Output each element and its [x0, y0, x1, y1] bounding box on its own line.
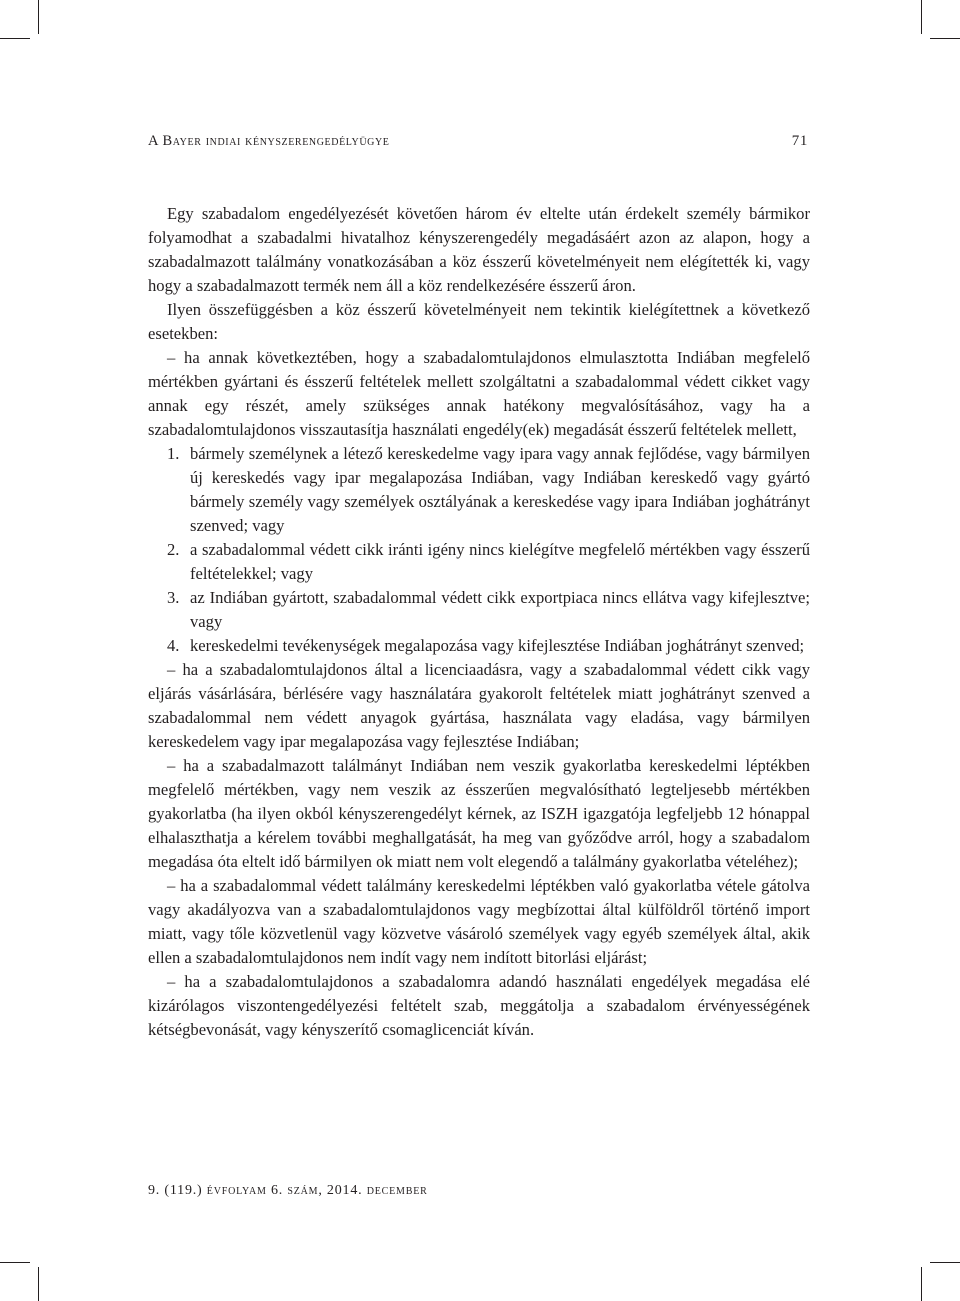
dash-item-3: – ha a szabadalmazott találmányt Indiában nem veszik gyakorlatba kereskedelmi léptékben megfelelő mértékben, vagy nem veszik az ésszerűen megvalósítható legteljesebb mértékben gyakorlatba (ha ilyen okból kényszerengedélyt kérnek, az ISZH igazgatója legfeljebb 12 hónappal elhalaszthatja a kérelem további meghallgatását, ha meg van győződve arról, hogy a szabadalom megadása óta eltelt idő bármilyen ok miatt nem volt elegendő a találmány gyakorlatba vételéhez); — [148, 756, 810, 871]
numbered-item-4 — [148, 634, 810, 658]
paragraph-intro: Egy szabadalom engedélyezését követően három év eltelte után érdekelt személy bármikor folyamodhat a szabadalmi hivatalhoz kényszerengedély megadásáért azon az alapon, hogy a szabadalmazott találmány vonatkozásában a köz ésszerű követelményeit nem elégítették ki, vagy hogy a szabadalmazott termék nem áll a köz rendelkezésére ésszerű áron. — [148, 204, 810, 295]
dash-item-1: – ha annak következtében, hogy a szabadalomtulajdonos elmulasztotta Indiában megfelelő mértékben gyártani és ésszerű feltételek mellett szolgáltatni a szabadalommal védett cikket vagy annak egy részét, amely szükséges annak hatékony megvalósításához, vagy ha a szabadalomtulajdonos visszautasítja használati engedély(ek) megadását ésszerű feltételek mellett, — [148, 348, 810, 439]
crop-mark-bottom-left-h — [0, 1262, 30, 1263]
numbered-item-1 — [148, 442, 810, 538]
numbered-item-1-text: bármely személynek a létező kereskedelme vagy ipara vagy annak fejlődése, vagy bármilyen új kereskedés vagy ipar megalapozása Indiában, vagy Indiában kereskedő vagy gyártó bármely személy vagy személyek osztályának a kereskedése vagy ipara Indiában joghátrányt szenved; vagy — [190, 444, 810, 535]
crop-mark-top-right-v — [921, 0, 922, 34]
crop-mark-bottom-right-v — [921, 1267, 922, 1301]
page-number: 71 — [791, 133, 808, 149]
running-head-title: A Bayer indiai kényszerengedélyügye — [148, 133, 390, 149]
footer-issue-info: 9. (119.) évfolyam 6. szám, 2014. december — [148, 1183, 428, 1198]
numbered-item-2 — [148, 538, 810, 586]
dash-item-4: – ha a szabadalommal védett találmány kereskedelmi léptékben való gyakorlatba vétele gátolva vagy akadályozva van a szabadalomtulajdonos vagy megbízottai által külföldről történő import miatt, vagy tőle közvetlenül vagy közvetve vásároló személyek vagy egyéb személyek által, akik ellen a szabadalomtulajdonos nem indít vagy nem indított bitorlási eljárást; — [148, 876, 810, 967]
body-text — [148, 202, 810, 1042]
dash-item-5: – ha a szabadalomtulajdonos a szabadalomra adandó használati engedélyek megadása elé kizárólagos viszontengedélyezési feltételt szab, meggátolja a szabadalom érvényességének kétségbevonását, vagy kényszerítő csomaglicenciát kíván. — [148, 972, 810, 1039]
dash-item-2: – ha a szabadalomtulajdonos által a licenciaadásra, vagy a szabadalommal védett cikk vagy eljárás vásárlására, bérlésére vagy használatára gyakorolt feltételek miatt joghátrányt szenved a szabadalommal nem védett anyagok gyártása, használata vagy eladása, vagy bármilyen kereskedelem vagy ipar megalapozása vagy fejlesztése Indiában; — [148, 660, 810, 751]
crop-mark-top-left-v — [38, 0, 39, 34]
numbered-item-4-number: 4. — [167, 636, 180, 655]
numbered-item-2-number: 2. — [167, 540, 180, 559]
numbered-item-2-text: a szabadalommal védett cikk iránti igény nincs kielégítve megfelelő mértékben vagy ésszerű feltételekkel; vagy — [190, 540, 810, 583]
numbered-item-4-text: kereskedelmi tevékenységek megalapozása vagy kifejlesztése Indiában joghátrányt szenved; — [190, 636, 805, 655]
numbered-item-1-number: 1. — [167, 444, 180, 463]
numbered-item-3 — [148, 586, 810, 634]
crop-mark-bottom-right-h — [930, 1262, 960, 1263]
numbered-item-3-number: 3. — [167, 588, 180, 607]
numbered-item-3-text: az Indiában gyártott, szabadalommal védett cikk exportpiaca nincs ellátva vagy kifejlesztve; vagy — [190, 588, 810, 631]
crop-mark-top-right-h — [930, 38, 960, 39]
paragraph-context: Ilyen összefüggésben a köz ésszerű követelményeit nem tekintik kielégítettnek a következő esetekben: — [148, 300, 810, 343]
crop-mark-bottom-left-v — [38, 1267, 39, 1301]
crop-mark-top-left-h — [0, 38, 30, 39]
